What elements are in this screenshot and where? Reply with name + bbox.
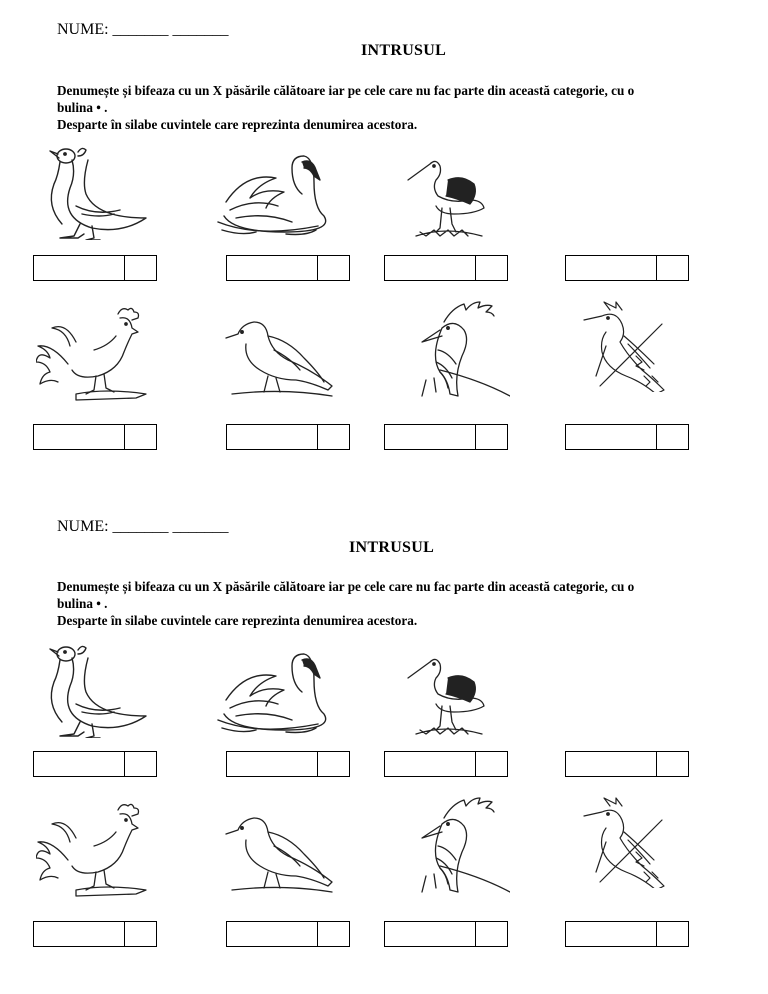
answer-box[interactable]	[565, 424, 689, 450]
rooster-icon	[36, 302, 148, 402]
answer-box[interactable]	[226, 751, 350, 777]
instruction-line: bulina • .	[57, 596, 108, 611]
name-field-label: NUME: _______ _______	[57, 21, 229, 38]
sparrow-icon	[224, 310, 334, 400]
instruction-line: Desparte în silabe cuvintele care reprezinta denumirea acestora.	[57, 117, 418, 132]
answer-box[interactable]	[33, 751, 157, 777]
answer-box[interactable]	[384, 751, 508, 777]
answer-box[interactable]	[384, 921, 508, 947]
checkbox-cell[interactable]	[475, 752, 476, 776]
goose-icon	[38, 140, 148, 240]
checkbox-cell[interactable]	[656, 425, 657, 449]
checkbox-cell[interactable]	[656, 256, 657, 280]
worksheet-title: INTRUSUL	[361, 42, 447, 59]
rooster-icon	[36, 798, 148, 898]
checkbox-cell[interactable]	[317, 752, 318, 776]
swan-icon	[216, 648, 328, 740]
answer-box[interactable]	[33, 424, 157, 450]
blue-jay-icon	[574, 792, 674, 888]
stork-icon	[406, 648, 486, 740]
goose-icon	[38, 638, 148, 738]
checkbox-cell[interactable]	[317, 922, 318, 946]
answer-box[interactable]	[33, 255, 157, 281]
checkbox-cell[interactable]	[124, 922, 125, 946]
checkbox-cell[interactable]	[317, 256, 318, 280]
answer-box[interactable]	[226, 921, 350, 947]
instructions	[57, 82, 737, 133]
checkbox-cell[interactable]	[656, 752, 657, 776]
answer-box[interactable]	[384, 255, 508, 281]
answer-box[interactable]	[565, 255, 689, 281]
instruction-line: Desparte în silabe cuvintele care reprezinta denumirea acestora.	[57, 613, 418, 628]
instruction-line: Denumește și bifeaza cu un X păsările călătoare iar pe cele care nu fac parte din această categorie, cu o	[57, 83, 635, 98]
checkbox-cell[interactable]	[475, 922, 476, 946]
answer-box[interactable]	[565, 921, 689, 947]
checkbox-cell[interactable]	[317, 425, 318, 449]
checkbox-cell[interactable]	[124, 425, 125, 449]
checkbox-cell[interactable]	[475, 425, 476, 449]
hoopoe-icon	[410, 300, 510, 400]
hoopoe-icon	[410, 796, 510, 896]
answer-box[interactable]	[384, 424, 508, 450]
instruction-line: bulina • .	[57, 100, 108, 115]
instruction-line: Denumește și bifeaza cu un X păsările călătoare iar pe cele care nu fac parte din această categorie, cu o	[57, 579, 635, 594]
blue-jay-icon	[574, 296, 674, 392]
stork-icon	[406, 150, 486, 242]
answer-box[interactable]	[565, 751, 689, 777]
answer-box[interactable]	[226, 255, 350, 281]
sparrow-icon	[224, 806, 334, 896]
checkbox-cell[interactable]	[124, 752, 125, 776]
checkbox-cell[interactable]	[475, 256, 476, 280]
checkbox-cell[interactable]	[124, 256, 125, 280]
answer-box[interactable]	[33, 921, 157, 947]
answer-box[interactable]	[226, 424, 350, 450]
worksheet-title: INTRUSUL	[349, 539, 435, 556]
swan-icon	[216, 150, 328, 242]
checkbox-cell[interactable]	[656, 922, 657, 946]
instructions	[57, 578, 737, 629]
name-field-label: NUME: _______ _______	[57, 518, 229, 535]
